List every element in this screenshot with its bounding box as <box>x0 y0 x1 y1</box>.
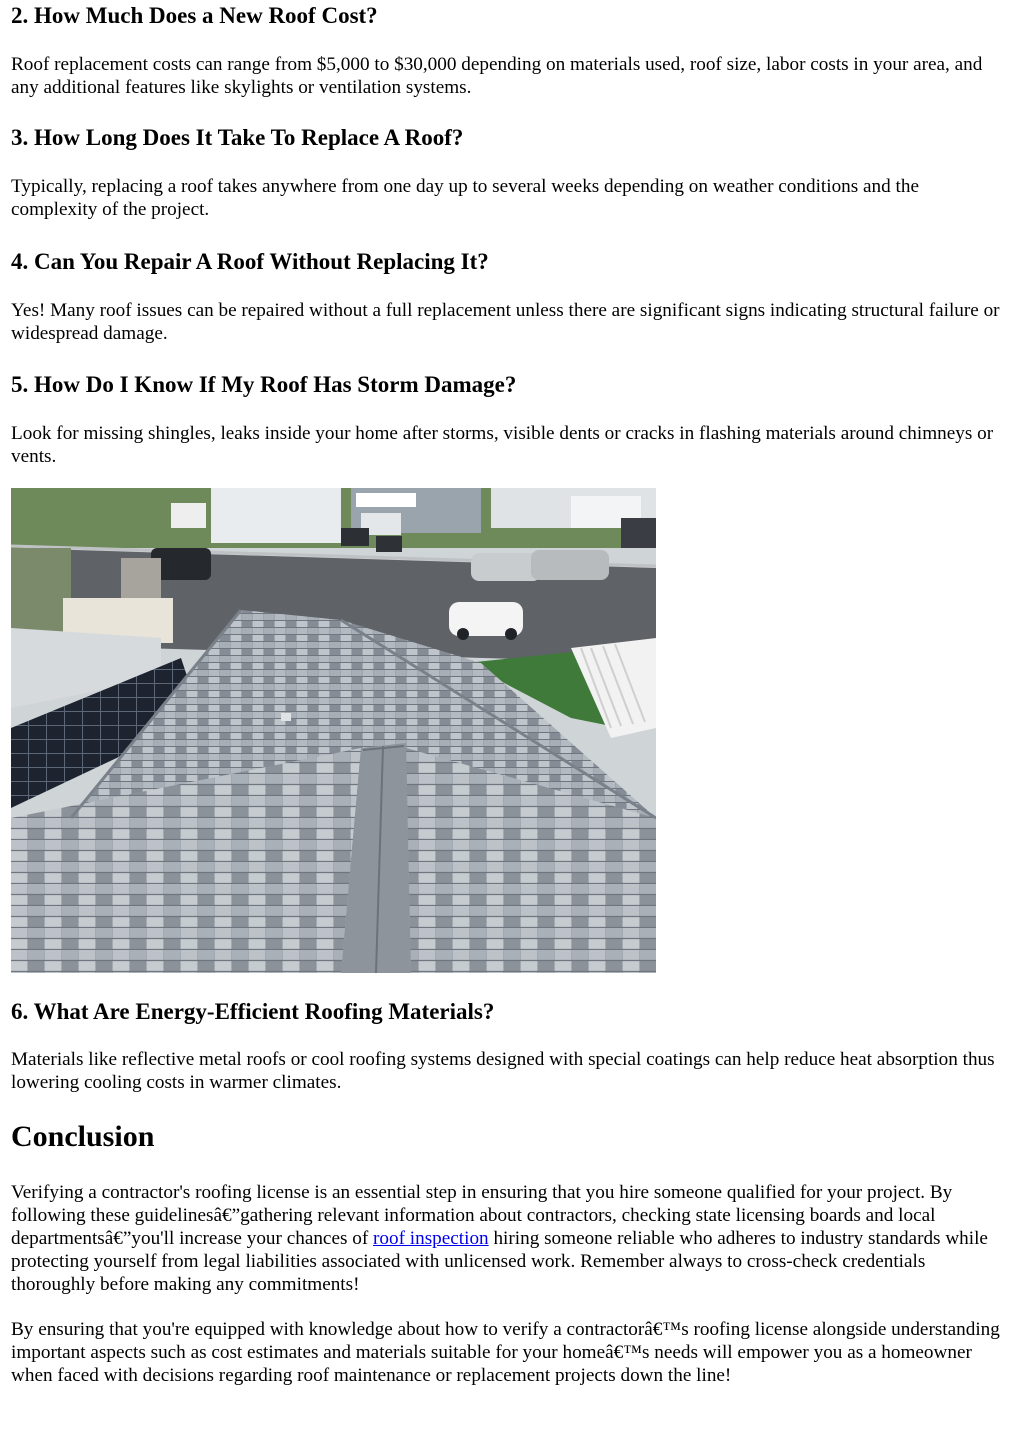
conclusion-paragraph-2: By ensuring that you're equipped with knowledge about how to verify a contractorâ€™s roofing license alongside understanding important aspects such as cost estimates and materials suitable for your homeâ€™s needs will empower you as a homeowner when faced with decisions regarding roof maintenance or replacement projects down the line! <box>11 1319 1000 1386</box>
conclusion-paragraph-1 <box>11 1181 1001 1296</box>
faq-answer-3: Typically, replacing a roof takes anywhere from one day up to several weeks depending on weather conditions and the complexity of the project. <box>11 176 919 220</box>
faq-question-2: 2. How Much Does a New Roof Cost? <box>11 3 378 28</box>
conclusion-text-1a: Verifying a contractor's roofing license is an essential step in ensuring that you hire someone qualified for your project. By following these guidelinesâ€”gathering relevant information about contractors, checking state licensing boards and local departmentsâ€”you'll increase your chances of <box>11 1182 953 1249</box>
faq-answer-5: Look for missing shingles, leaks inside your home after storms, visible dents or cracks in flashing materials around chimneys or vents. <box>11 423 994 467</box>
faq-question-5: 5. How Do I Know If My Roof Has Storm Damage? <box>11 372 517 397</box>
faq-answer-6: Materials like reflective metal roofs or cool roofing systems designed with special coatings can help reduce heat absorption thus lowering cooling costs in warmer climates. <box>11 1049 995 1093</box>
conclusion-heading: Conclusion <box>11 1120 155 1153</box>
faq-question-4: 4. Can You Repair A Roof Without Replacing It? <box>11 249 489 274</box>
roof-inspection-link[interactable]: roof inspection <box>373 1228 489 1249</box>
faq-question-6: 6. What Are Energy-Efficient Roofing Materials? <box>11 999 495 1024</box>
faq-question-3: 3. How Long Does It Take To Replace A Roof? <box>11 125 464 150</box>
conclusion-text-1b: hiring someone reliable who adheres to industry standards while protecting yourself from legal liabilities associated with unlicensed work. Remember always to cross-check credentials thoroughly before making any commitments! <box>11 1228 988 1295</box>
faq-answer-4: Yes! Many roof issues can be repaired without a full replacement unless there are significant signs indicating structural failure or widespread damage. <box>11 300 1000 344</box>
faq-answer-2: Roof replacement costs can range from $5,000 to $30,000 depending on materials used, roof size, labor costs in your area, and any additional features like skylights or ventilation systems. <box>11 54 983 98</box>
roof-photo <box>11 488 656 973</box>
